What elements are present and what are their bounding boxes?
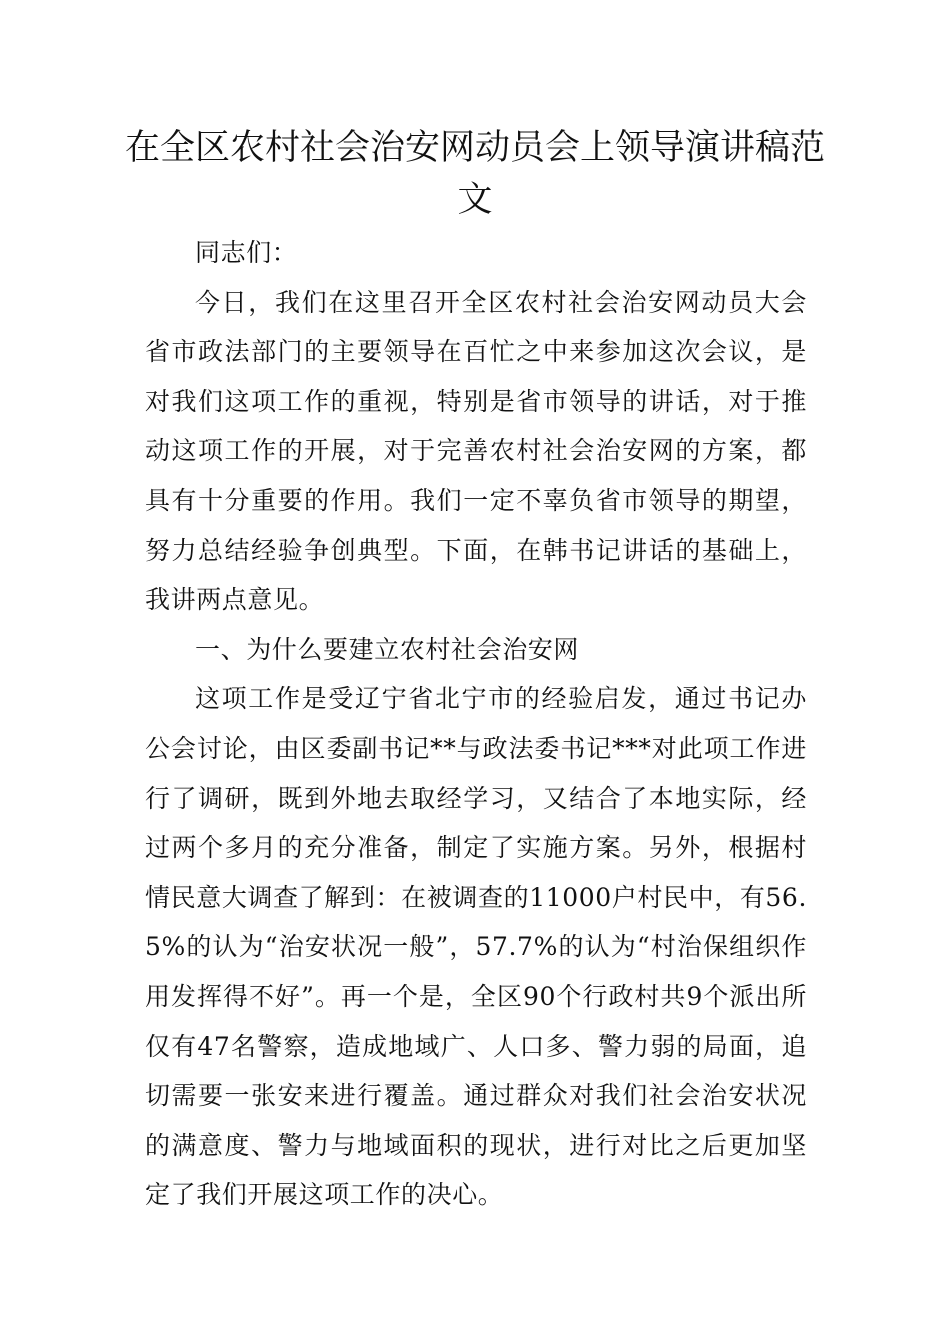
- paragraph-salutation: 同志们：: [195, 238, 298, 267]
- paragraph-background: 这项工作是受辽宁省北宁市的经验启发，通过书记办公会讨论，由区委副书记**与政法委书记***对此项工作进行了调研，既到外地去取经学习，又结合了本地实际，经过两个多月的充分准备，制定了实施方案。另外，根据村情民意大调查了解到：在被调查的11000户村民中，有56.5%的认为“治安状况一般”，57.7%的认为“村治保组织作用发挥得不好”。再一个是，全区90个行政村共9个派出所仅有47名警察，造成地域广、人口多、警力弱的局面，追切需要一张安来进行覆盖。通过群众对我们社会治安状况的满意度、警力与地域面积的现状，进行对比之后更加坚定了我们开展这项工作的决心。: [145, 684, 807, 1210]
- section-heading-1: 一、为什么要建立农村社会治安网: [195, 634, 580, 664]
- paragraph-opening: 今日，我们在这里召开全区农村社会治安网动员大会省市政法部门的主要领导在百忙之中来参加这次会议，是对我们这项工作的重视，特别是省市领导的讲话，对于推动这项工作的开展，对于完善农村社会治安网的方案，都具有十分重要的作用。我们一定不辜负省市领导的期望，努力总结经验争创典型。下面，在韩书记讲话的基础上，我讲两点意见。: [145, 287, 807, 615]
- document-body: [145, 228, 807, 1220]
- document-title: 在全区农村社会治安网动员会上领导演讲稿范文: [124, 128, 825, 220]
